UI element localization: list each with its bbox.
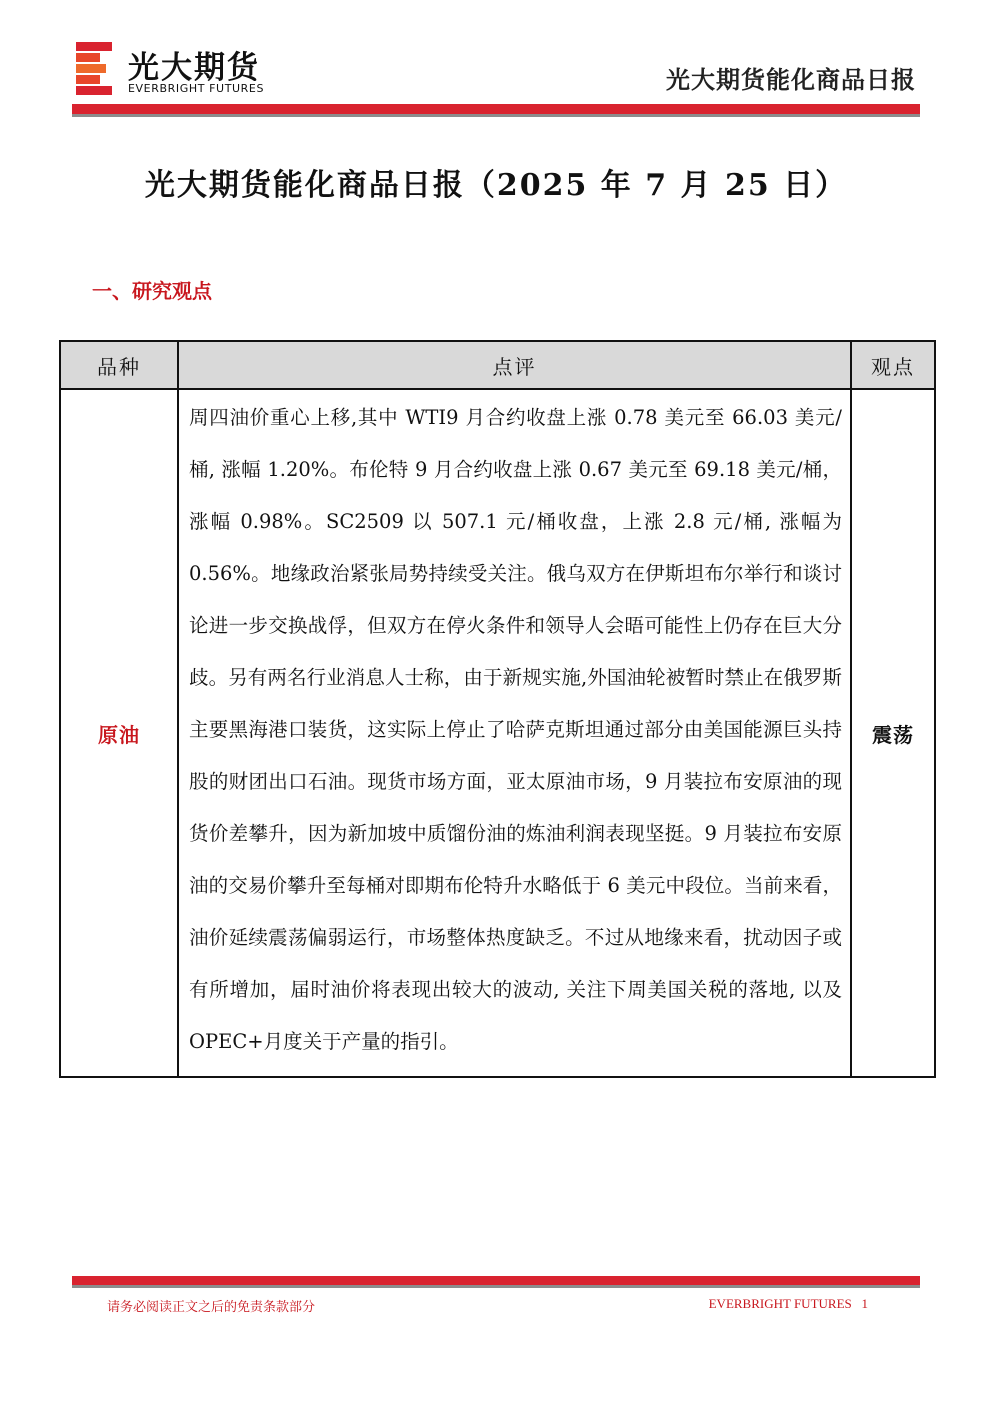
header-view: 观点: [851, 341, 935, 389]
document-title: 光大期货能化商品日报（2025 年 7 月 25 日）: [144, 168, 848, 203]
row-category: 原油: [60, 389, 178, 1077]
row-comment: 周四油价重心上移,其中 WTI9 月合约收盘上涨 0.78 美元至 66.03 美元/桶, 涨幅 1.20%。布伦特 9 月合约收盘上涨 0.67 美元至 69.18 美元/桶，涨幅 0.98%。SC2509 以 507.1 元/桶收盘，上涨 2.8 元/桶, 涨幅为 0.56%。地缘政治紧张局势持续受关注。俄乌双方在伊斯坦布尔举行和谈讨论进一步交换战俘，但双方在停火条件和领导人会晤可能性上仍存在巨大分歧。另有两名行业消息人士称，由于新规实施,外国油轮被暂时禁止在俄罗斯主要黑海港口装货，这实际上停止了哈萨克斯坦通过部分由美国能源巨头持股的财团出口石油。现货市场方面，亚太原油市场，9 月装拉布安原油的现货价差攀升，因为新加坡中质馏份油的炼油利润表现坚挺。9 月装拉布安原油的交易价攀升至每桶对即期布伦特升水略低于 6 美元中段位。当前来看，油价延续震荡偏弱运行，市场整体热度缺乏。不过从地缘来看，扰动因子或有所增加，届时油价将表现出较大的波动, 关注下周美国关税的落地, 以及 OPEC+月度关于产量的指引。: [178, 389, 851, 1077]
header-comment: 点评: [178, 341, 851, 389]
page-number: 1: [861, 1296, 868, 1311]
logo-chinese-name: 光大期货: [128, 50, 260, 86]
logo-english-name: EVERBRIGHT FUTURES: [128, 82, 265, 95]
footer-disclaimer: 请务必阅读正文之后的免责条款部分: [107, 1300, 316, 1315]
section-title: 一、研究观点: [92, 279, 212, 303]
header-report-title: 光大期货能化商品日报: [666, 65, 916, 94]
footer-divider: [72, 1276, 920, 1285]
row-view: 震荡: [851, 389, 935, 1077]
header-category: 品种: [60, 341, 178, 389]
header-divider: [72, 104, 920, 114]
footer-company: EVERBRIGHT FUTURES: [708, 1296, 852, 1311]
page-header: [0, 0, 992, 130]
footer-company-page: [709, 1296, 868, 1312]
table-row: [60, 389, 935, 1077]
table-header-row: [60, 341, 935, 389]
research-view-table: [59, 340, 936, 1078]
everbright-logo-icon: [76, 42, 114, 96]
company-logo: [76, 40, 296, 100]
